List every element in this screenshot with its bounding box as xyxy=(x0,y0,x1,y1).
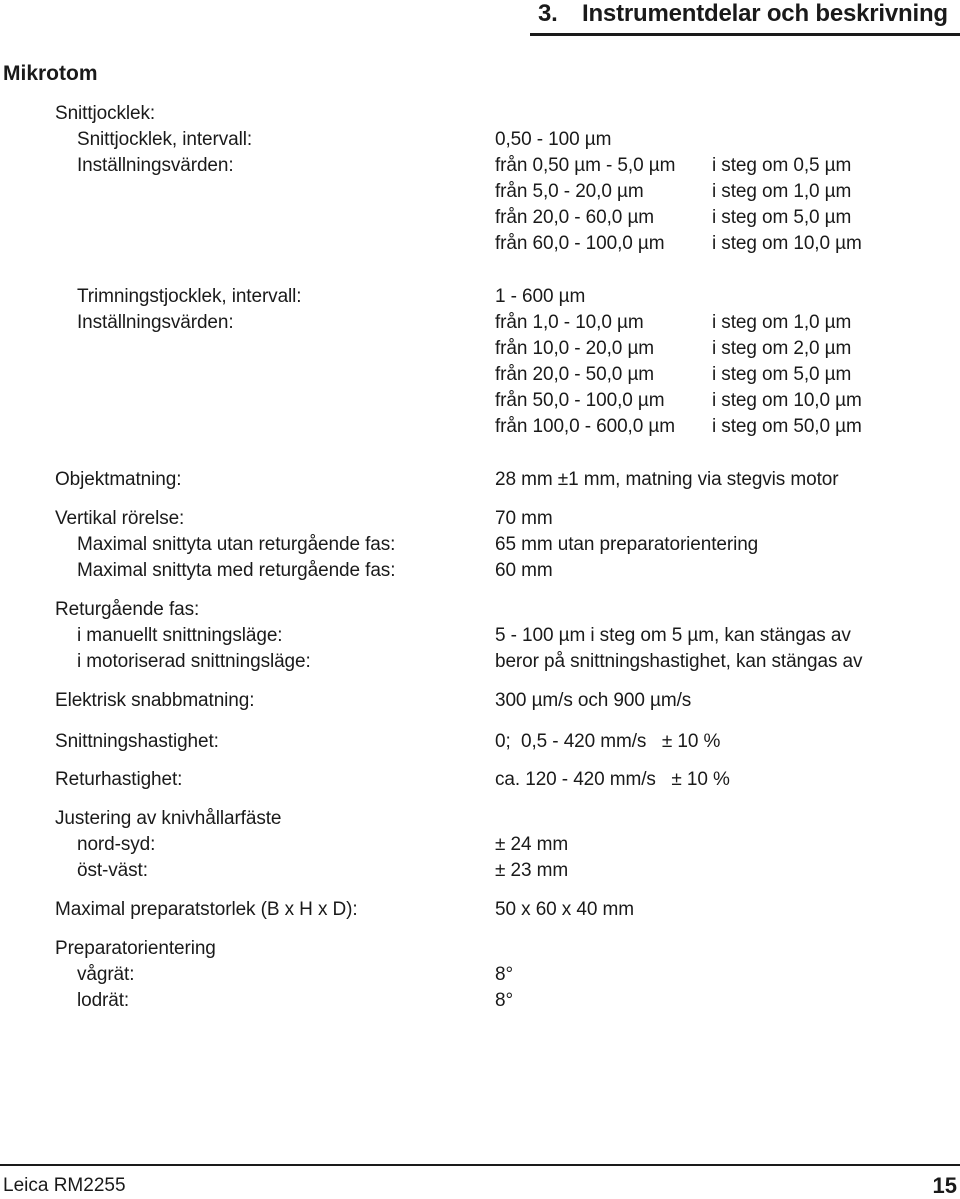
trim-step-5: i steg om 50,0 µm xyxy=(712,416,862,437)
elektrisk-value: 300 µm/s och 900 µm/s xyxy=(495,690,692,711)
chapter-heading xyxy=(538,0,948,28)
preparatstorlek-value: 50 x 60 x 40 mm xyxy=(495,899,634,920)
trim-step-3: i steg om 5,0 µm xyxy=(712,364,852,385)
snitt-step-1: i steg om 0,5 µm xyxy=(712,155,852,176)
snitt-range-4: från 60,0 - 100,0 µm xyxy=(495,233,665,254)
trim-step-4: i steg om 10,0 µm xyxy=(712,390,862,411)
snitt-settings-label: Inställningsvärden: xyxy=(77,155,234,176)
trim-step-2: i steg om 2,0 µm xyxy=(712,338,852,359)
header-rule xyxy=(530,33,960,36)
elektrisk-label: Elektrisk snabbmatning: xyxy=(55,690,255,711)
vagratt-value: 8° xyxy=(495,964,513,985)
motoriserad-value: beror på snittningshastighet, kan stängas av xyxy=(495,651,863,672)
lodratt-label: lodrät: xyxy=(77,990,130,1011)
ostvast-value: ± 23 mm xyxy=(495,860,569,881)
vagratt-label: vågrät: xyxy=(77,964,135,985)
objektmatning-value: 28 mm ±1 mm, matning via stegvis motor xyxy=(495,469,839,490)
max-utan-label: Maximal snittyta utan returgående fas: xyxy=(77,534,396,555)
preparatorientering-heading: Preparatorientering xyxy=(55,938,216,959)
section-title: Mikrotom xyxy=(3,62,98,85)
ostvast-label: öst-väst: xyxy=(77,860,148,881)
objektmatning-label: Objektmatning: xyxy=(55,469,182,490)
trim-settings-label: Inställningsvärden: xyxy=(77,312,234,333)
retur-heading: Returgående fas: xyxy=(55,599,200,620)
returhastighet-label: Returhastighet: xyxy=(55,769,183,790)
trim-range-4: från 50,0 - 100,0 µm xyxy=(495,390,665,411)
preparatstorlek-label: Maximal preparatstorlek (B x H x D): xyxy=(55,899,358,920)
snitt-step-3: i steg om 5,0 µm xyxy=(712,207,852,228)
manuellt-value: 5 - 100 µm i steg om 5 µm, kan stängas av xyxy=(495,625,851,646)
vertikal-label: Vertikal rörelse: xyxy=(55,508,185,529)
trim-interval-value: 1 - 600 µm xyxy=(495,286,586,307)
nordsyd-label: nord-syd: xyxy=(77,834,156,855)
trim-range-1: från 1,0 - 10,0 µm xyxy=(495,312,644,333)
page-number: 15 xyxy=(932,1173,957,1198)
returhastighet-value: ca. 120 - 420 mm/s ± 10 % xyxy=(495,769,730,790)
motoriserad-label: i motoriserad snittningsläge: xyxy=(77,651,311,672)
footer-rule xyxy=(0,1164,960,1166)
nordsyd-value: ± 24 mm xyxy=(495,834,569,855)
max-med-label: Maximal snittyta med returgående fas: xyxy=(77,560,396,581)
snitt-interval-label: Snittjocklek, intervall: xyxy=(77,129,253,150)
snitt-range-1: från 0,50 µm - 5,0 µm xyxy=(495,155,676,176)
chapter-title: Instrumentdelar och beskrivning xyxy=(582,0,948,27)
manuellt-label: i manuellt snittningsläge: xyxy=(77,625,283,646)
snittningshastighet-value: 0; 0,5 - 420 mm/s ± 10 % xyxy=(495,731,721,752)
vertikal-value: 70 mm xyxy=(495,508,553,529)
trim-range-5: från 100,0 - 600,0 µm xyxy=(495,416,675,437)
snitt-range-3: från 20,0 - 60,0 µm xyxy=(495,207,655,228)
snitt-heading: Snittjocklek: xyxy=(55,103,156,124)
footer-product: Leica RM2255 xyxy=(3,1175,126,1196)
snitt-interval-value: 0,50 - 100 µm xyxy=(495,129,612,150)
max-utan-value: 65 mm utan preparatorientering xyxy=(495,534,759,555)
justering-heading: Justering av knivhållarfäste xyxy=(55,808,282,829)
trim-interval-label: Trimningstjocklek, intervall: xyxy=(77,286,302,307)
snitt-step-2: i steg om 1,0 µm xyxy=(712,181,852,202)
snitt-step-4: i steg om 10,0 µm xyxy=(712,233,862,254)
trim-range-3: från 20,0 - 50,0 µm xyxy=(495,364,655,385)
max-med-value: 60 mm xyxy=(495,560,553,581)
chapter-number: 3. xyxy=(538,0,558,27)
snittningshastighet-label: Snittningshastighet: xyxy=(55,731,219,752)
trim-step-1: i steg om 1,0 µm xyxy=(712,312,852,333)
snitt-range-2: från 5,0 - 20,0 µm xyxy=(495,181,644,202)
lodratt-value: 8° xyxy=(495,990,513,1011)
trim-range-2: från 10,0 - 20,0 µm xyxy=(495,338,655,359)
